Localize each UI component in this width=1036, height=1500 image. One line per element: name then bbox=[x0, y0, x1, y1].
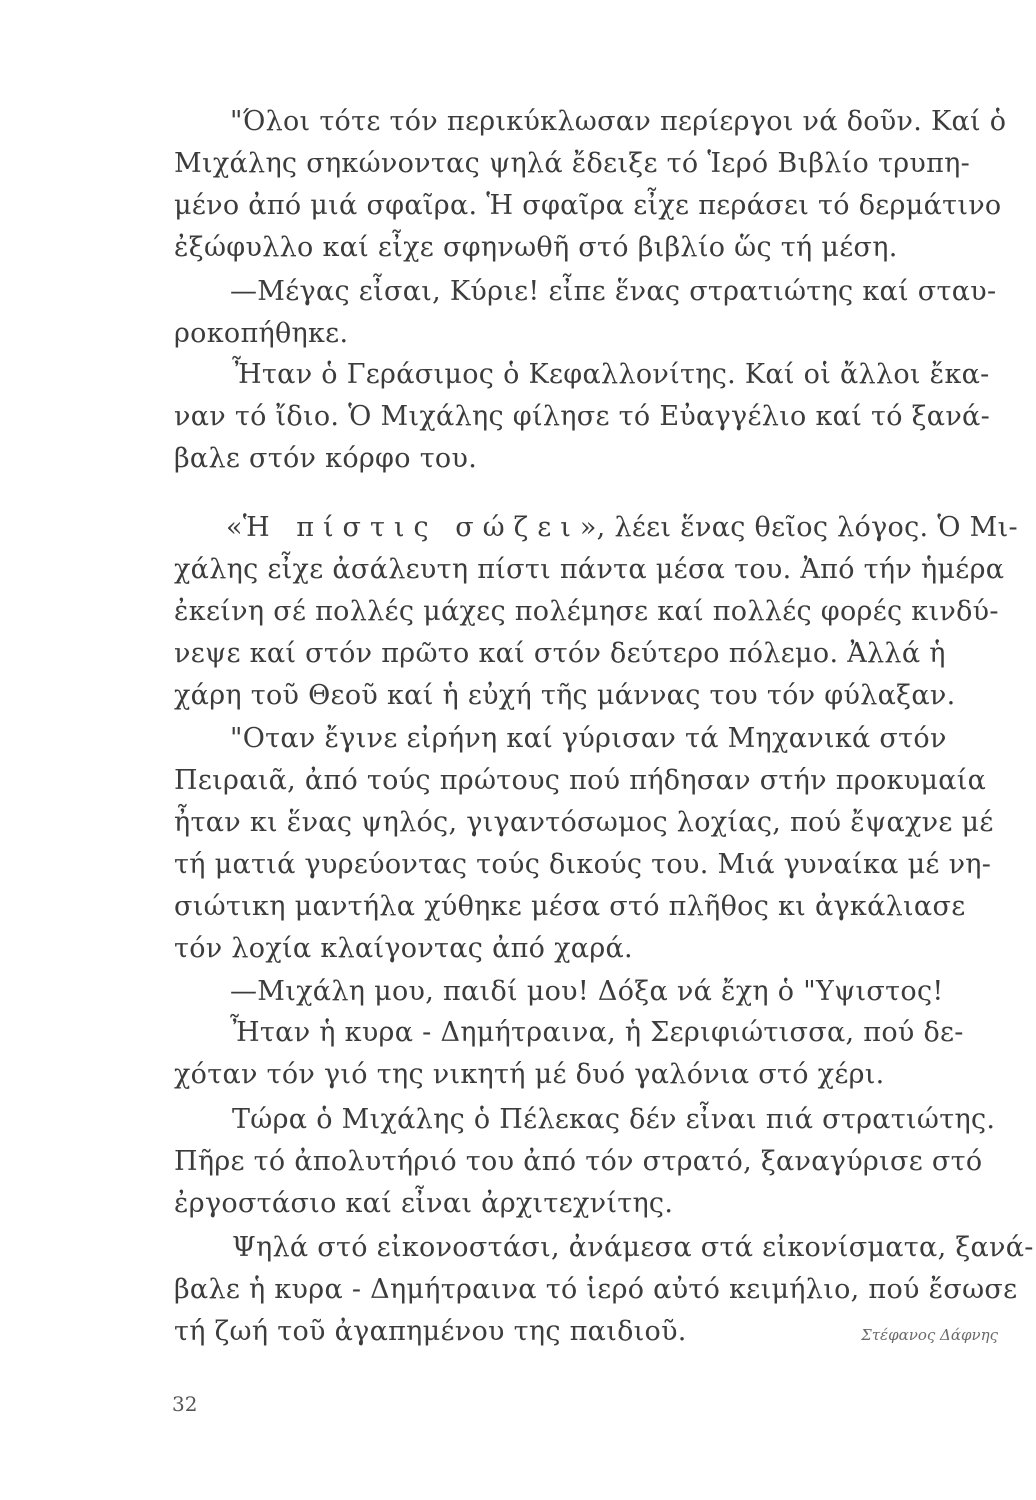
text-line: σιώτικη μαντήλα χύθηκε μέσα στό πλῆθος κι ἀγκάλιασε bbox=[174, 891, 966, 922]
text-line: Πῆρε τό ἀπολυτήριό του ἀπό τόν στρατό, ξαναγύρισε στό bbox=[174, 1146, 983, 1177]
text-line: χάρη τοῦ Θεοῦ καί ἡ εὐχή τῆς μάννας του τόν φύλαξαν. bbox=[174, 680, 956, 711]
text-line: Ἦταν ἡ κυρα - Δημήτραινα, ἡ Σεριφιώτισσα, πού δε- bbox=[230, 1017, 964, 1048]
text-line: Μιχάλης σηκώνοντας ψηλά ἔδειξε τό Ἱερό Βιβλίο τρυπη- bbox=[174, 148, 971, 179]
text-line: ἐκείνη σέ πολλές μάχες πολέμησε καί πολλές φορές κινδύ- bbox=[174, 596, 999, 627]
quote-continuation: », λέει ἕνας θεῖος λόγος. Ὁ Μι- bbox=[579, 512, 1018, 543]
author-signature: Στέφανος Δάφνης bbox=[861, 1326, 998, 1344]
quote-mark: « bbox=[226, 512, 243, 543]
text-line: χάλης εἶχε ἀσάλευτη πίστι πάντα μέσα του. Ἀπό τήν ἡμέρα bbox=[174, 554, 1005, 585]
text-line: ἐξώφυλλο καί εἶχε σφηνωθῆ στό βιβλίο ὥς τή μέση. bbox=[174, 232, 898, 263]
text-line: Ψηλά στό εἰκονοστάσι, ἀνάμεσα στά εἰκονίσματα, ξανά- bbox=[232, 1232, 1034, 1263]
spaced-quote: Ἡ πίστις σώζει bbox=[242, 512, 580, 543]
text-line: Τώρα ὁ Μιχάλης ὁ Πέλεκας δέν εἶναι πιά στρατιώτης. bbox=[232, 1104, 996, 1135]
text-line: Ἦταν ὁ Γεράσιμος ὁ Κεφαλλονίτης. Καί οἱ ἄλλοι ἔκα- bbox=[232, 359, 990, 390]
text-line: —Μιχάλη μου, παιδί μου! Δόξα νά ἔχη ὁ "Υψιστος! bbox=[230, 976, 944, 1007]
text-line: τή ματιά γυρεύοντας τούς δικούς του. Μιά γυναίκα μέ νη- bbox=[174, 849, 992, 880]
text-line: τή ζωή τοῦ ἀγαπημένου της παιδιοῦ. bbox=[174, 1316, 687, 1347]
text-line: "Όλοι τότε τόν περικύκλωσαν περίεργοι νά δοῦν. Καί ὁ bbox=[230, 106, 1007, 137]
text-line: ροκοπήθηκε. bbox=[174, 318, 349, 349]
text-line: χόταν τόν γιό της νικητή μέ δυό γαλόνια στό χέρι. bbox=[174, 1059, 885, 1090]
text-line: τόν λοχία κλαίγοντας ἀπό χαρά. bbox=[174, 933, 633, 964]
text-line: βαλε ἡ κυρα - Δημήτραινα τό ἱερό αὐτό κειμήλιο, πού ἔσωσε bbox=[174, 1274, 1018, 1305]
text-line: μένο ἀπό μιά σφαῖρα. Ἡ σφαῖρα εἶχε περάσει τό δερμάτινο bbox=[174, 190, 1002, 221]
text-line: "Οταν ἔγινε εἰρήνη καί γύρισαν τά Μηχανικά στόν bbox=[230, 723, 947, 754]
text-line: βαλε στόν κόρφο του. bbox=[174, 443, 478, 474]
text-line bbox=[226, 508, 1018, 548]
page-number: 32 bbox=[172, 1392, 198, 1416]
text-line: Πειραιᾶ, ἀπό τούς πρώτους πού πήδησαν στήν προκυμαία bbox=[174, 765, 987, 796]
text-line: νεψε καί στόν πρῶτο καί στόν δεύτερο πόλεμο. Ἀλλά ἡ bbox=[174, 638, 946, 669]
text-line: ἐργοστάσιο καί εἶναι ἀρχιτεχνίτης. bbox=[174, 1188, 674, 1219]
text-line: ναν τό ἴδιο. Ὁ Μιχάλης φίλησε τό Εὐαγγέλιο καί τό ξανά- bbox=[174, 401, 991, 432]
text-line: ἦταν κι ἕνας ψηλός, γιγαντόσωμος λοχίας, πού ἔψαχνε μέ bbox=[174, 807, 994, 838]
text-line: —Μέγας εἶσαι, Κύριε! εἶπε ἕνας στρατιώτης καί σταυ- bbox=[230, 276, 997, 307]
